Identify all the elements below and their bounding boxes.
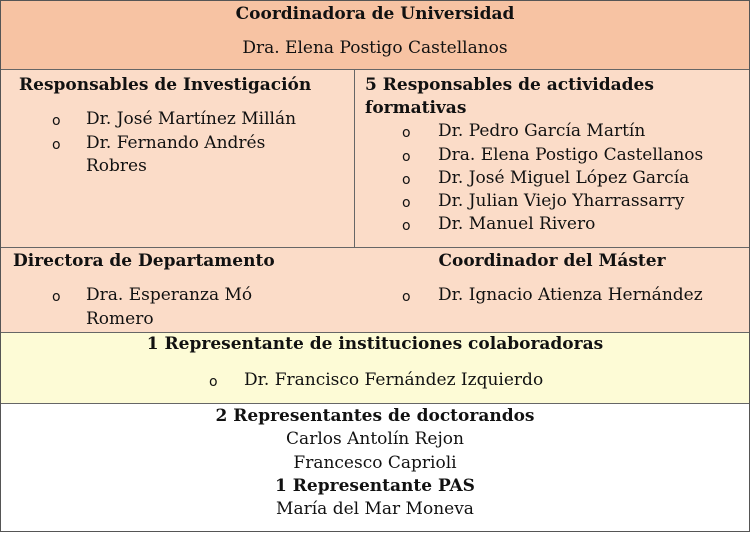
formativas-item: Dra. Elena Postigo Castellanos — [438, 145, 704, 165]
pas-name: María del Mar Moneva — [276, 499, 474, 519]
directora-item: Dra. Esperanza Mó — [86, 285, 253, 305]
formativas-heading: 5 Responsables de actividades — [365, 75, 654, 95]
doctorando-name: Francesco Caprioli — [293, 453, 457, 473]
directora-master-row — [1, 248, 749, 332]
bullet-icon: o — [52, 113, 61, 129]
directora-heading: Directora de Departamento — [13, 251, 275, 271]
doctorandos-row — [1, 404, 749, 531]
master-item: Dr. Ignacio Atienza Hernández — [438, 285, 703, 305]
bullet-icon: o — [52, 289, 61, 305]
bullet-icon: o — [402, 172, 411, 188]
bullet-icon: o — [402, 149, 411, 165]
responsables-row — [1, 70, 749, 247]
bullet-icon: o — [402, 289, 411, 305]
investigacion-heading: Responsables de Investigación — [19, 75, 312, 95]
directora-item: Romero — [86, 309, 154, 329]
instituciones-row — [1, 333, 749, 403]
coordinadora-heading: Coordinadora de Universidad — [235, 4, 515, 24]
formativas-item: Dr. Pedro García Martín — [438, 121, 646, 141]
bullet-icon: o — [402, 125, 411, 141]
bullet-icon: o — [52, 137, 61, 153]
coordinadora-name: Dra. Elena Postigo Castellanos — [242, 38, 508, 58]
pas-heading: 1 Representante PAS — [275, 476, 475, 496]
master-heading: Coordinador del Máster — [438, 251, 666, 271]
instituciones-item: Dr. Francisco Fernández Izquierdo — [244, 370, 544, 390]
bullet-icon: o — [209, 374, 218, 390]
bullet-icon: o — [402, 218, 411, 234]
investigacion-item: Robres — [86, 156, 147, 176]
doctorando-name: Carlos Antolín Rejon — [286, 429, 464, 449]
bullet-icon: o — [402, 195, 411, 211]
coordinadora-row — [1, 1, 749, 69]
instituciones-heading: 1 Representante de instituciones colaboradoras — [146, 334, 604, 354]
formativas-item: Dr. Julian Viejo Yharrassarry — [438, 191, 685, 211]
formativas-item: Dr. José Miguel López García — [438, 168, 690, 188]
formativas-item: Dr. Manuel Rivero — [438, 214, 596, 234]
investigacion-item: Dr. José Martínez Millán — [86, 109, 297, 129]
doctorandos-heading: 2 Representantes de doctorandos — [215, 406, 535, 426]
formativas-heading-cont: formativas — [365, 98, 467, 118]
investigacion-item: Dr. Fernando Andrés — [86, 133, 266, 153]
